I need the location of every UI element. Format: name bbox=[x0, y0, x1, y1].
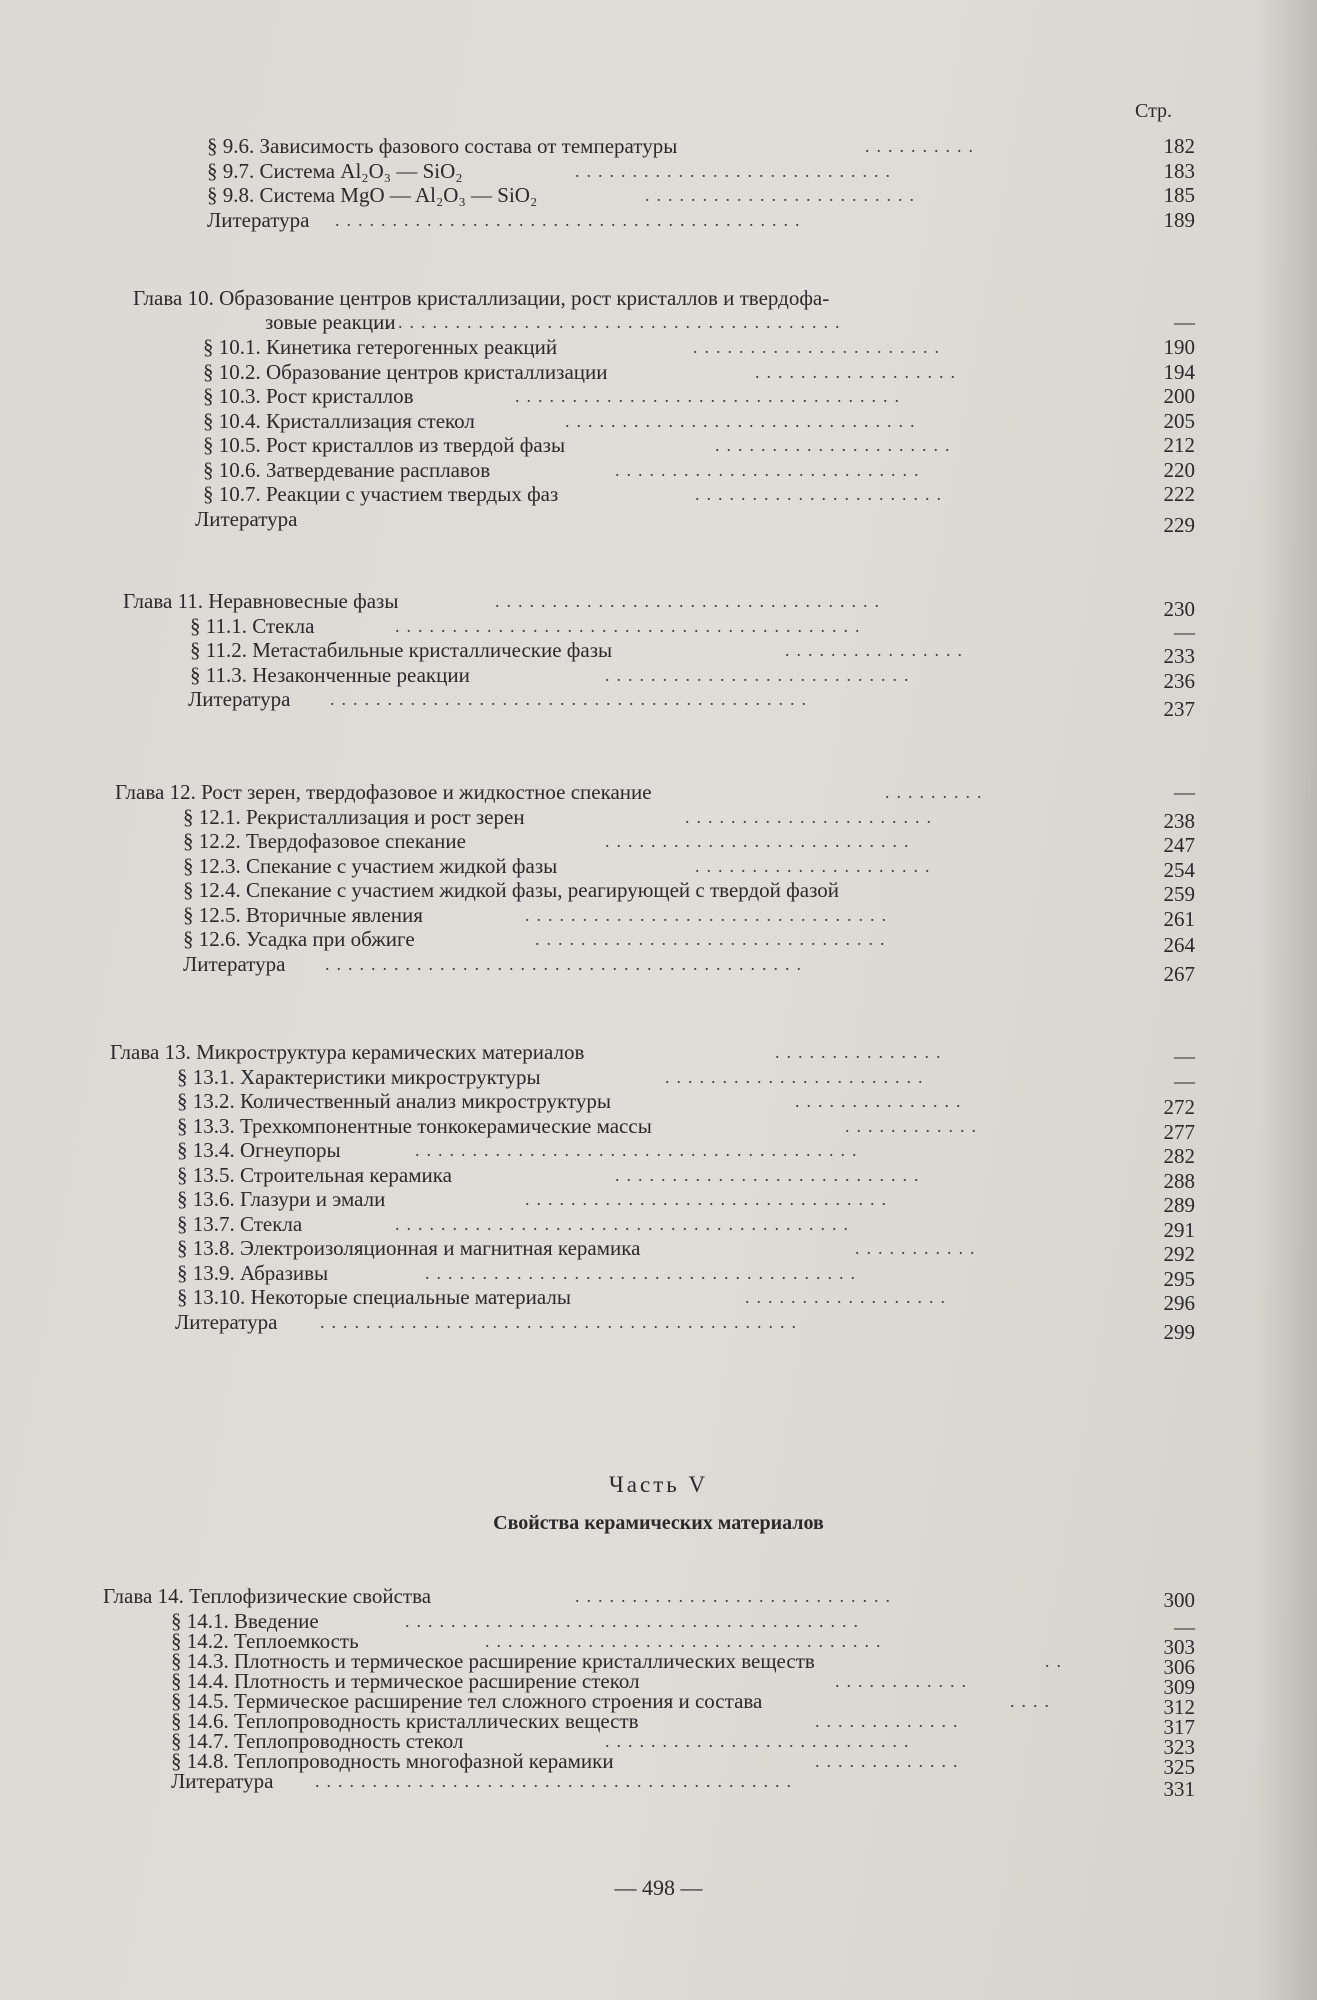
toc-entry-label: § 12.2. Твердофазовое спекание bbox=[183, 829, 466, 853]
toc-entry-label: § 14.7. Теплопроводность стекол bbox=[171, 1728, 464, 1753]
toc-row bbox=[75, 1608, 1195, 1639]
toc-entry-page: 325 bbox=[1163, 1754, 1195, 1779]
toc-entry-label: § 13.7. Стекла bbox=[177, 1211, 303, 1236]
toc-row bbox=[75, 335, 1195, 360]
toc-entry-page: 296 bbox=[1163, 1291, 1195, 1315]
toc-row bbox=[75, 458, 1195, 483]
toc-entry-label: § 14.4. Плотность и термическое расширение стекол bbox=[171, 1668, 640, 1693]
toc-row bbox=[75, 638, 1195, 668]
toc-entry-label: § 12.4. Спекание с участием жидкой фазы, реагирующей с твердой фазой bbox=[183, 878, 839, 902]
leader-dots: .................................. bbox=[495, 591, 886, 611]
chapter-title-text: Глава 13. Микроструктура керамических материалов bbox=[110, 1040, 585, 1064]
toc-row bbox=[75, 1285, 1195, 1315]
toc-entry-label: Литература bbox=[195, 506, 298, 531]
toc-row bbox=[75, 1728, 1195, 1759]
toc-row bbox=[75, 1064, 1195, 1093]
toc-row bbox=[75, 159, 1195, 184]
toc-row bbox=[75, 1089, 1195, 1119]
toc-entry-label: § 14.2. Теплоемкость bbox=[171, 1628, 359, 1653]
toc-row bbox=[75, 662, 1195, 693]
toc-entry-label: § 9.8. Система MgO — Al₂O₃ — SiO₂ bbox=[207, 183, 538, 207]
toc-row bbox=[75, 853, 1195, 882]
toc-entry-page: 317 bbox=[1163, 1714, 1195, 1739]
toc-chapter-10 bbox=[75, 286, 1195, 537]
chapter-page: 230 bbox=[1163, 597, 1195, 621]
chapter-page: — bbox=[1174, 780, 1195, 804]
leader-dots: ......................................... bbox=[395, 615, 867, 636]
toc-entry-label: § 12.1. Рекристаллизация и рост зерен bbox=[183, 804, 525, 829]
toc-entry-page: 236 bbox=[1163, 668, 1195, 693]
toc-entry-label: Литература bbox=[171, 1768, 274, 1793]
toc-entry-page: 254 bbox=[1163, 857, 1195, 882]
leader-dots: ................................ bbox=[525, 1189, 893, 1209]
toc-row bbox=[75, 878, 1195, 906]
leader-dots: ........................... bbox=[605, 1730, 916, 1751]
leader-dots: ...................... bbox=[685, 806, 938, 827]
leader-dots: ........................................ bbox=[395, 1213, 855, 1234]
toc-entry-label: § 12.3. Спекание с участием жидкой фазы bbox=[183, 853, 558, 878]
toc-entry-page: 272 bbox=[1163, 1095, 1195, 1119]
toc-entry-label: § 13.8. Электроизоляционная и магнитная керамика bbox=[177, 1236, 641, 1260]
toc-row bbox=[75, 1648, 1195, 1679]
leader-dots: .......................................... bbox=[320, 1311, 803, 1332]
toc-entry-page: 291 bbox=[1163, 1217, 1195, 1242]
toc-entry-page: 309 bbox=[1163, 1674, 1195, 1699]
toc-entry-label: § 14.5. Термическое расширение тел сложного строения и состава bbox=[171, 1688, 763, 1713]
leader-dots: .. bbox=[1045, 1650, 1068, 1671]
toc-entry-page: 229 bbox=[1163, 512, 1195, 537]
leader-dots: ................................ bbox=[525, 904, 893, 925]
leader-dots: ...................... bbox=[693, 337, 946, 357]
toc-entry-page: 183 bbox=[1163, 158, 1195, 183]
leader-dots: ..................... bbox=[695, 855, 937, 876]
toc-entry-label: § 10.2. Образование центров кристаллизации bbox=[203, 359, 608, 384]
toc-entry-page: 194 bbox=[1163, 359, 1195, 384]
leader-dots: ........................... bbox=[605, 831, 916, 851]
toc-entry-label: § 13.4. Огнеупоры bbox=[177, 1138, 341, 1162]
toc-entry-label: § 11.2. Метастабильные кристаллические фазы bbox=[190, 638, 613, 662]
leader-dots: ....................... bbox=[665, 1066, 930, 1087]
toc-entry-label: § 13.5. Строительная керамика bbox=[177, 1162, 452, 1187]
toc-entry-page: 220 bbox=[1163, 457, 1195, 482]
leader-dots: ....................................... bbox=[415, 1140, 864, 1160]
toc-chapter-13 bbox=[75, 1040, 1195, 1344]
chapter-title bbox=[75, 780, 1195, 805]
leader-dots: ........................... bbox=[615, 459, 926, 480]
toc-entry-label: § 11.3. Незаконченные реакции bbox=[190, 662, 470, 687]
toc-entry-page: — bbox=[1174, 1614, 1195, 1639]
leader-dots: ............... bbox=[775, 1042, 948, 1062]
toc-entry-page: 200 bbox=[1163, 384, 1195, 408]
toc-entry-label: § 13.2. Количественный анализ микроструктуры bbox=[177, 1089, 611, 1113]
leader-dots: ............................... bbox=[565, 410, 922, 431]
toc-entry-label: Литература bbox=[175, 1309, 278, 1334]
toc-entry-page: 238 bbox=[1163, 808, 1195, 833]
leader-dots: ............................... bbox=[535, 929, 892, 949]
toc-row bbox=[75, 613, 1195, 644]
chapter-title bbox=[75, 589, 1195, 621]
toc-row bbox=[75, 951, 1195, 986]
toc-row bbox=[75, 1708, 1195, 1739]
leader-dots: ........................... bbox=[605, 664, 916, 685]
toc-row bbox=[75, 360, 1195, 385]
toc-entry-label: § 10.6. Затвердевание расплавов bbox=[203, 457, 491, 482]
chapter-title-line1: Глава 10. Образование центров кристаллизации, рост кристаллов и твердофа- bbox=[133, 286, 830, 310]
toc-entry-page: 303 bbox=[1163, 1634, 1195, 1659]
toc-entry-label: Литература bbox=[207, 207, 310, 232]
toc-row bbox=[75, 134, 1195, 159]
leader-dots: ......................................... bbox=[335, 209, 807, 230]
toc-entry-page: 247 bbox=[1163, 833, 1195, 857]
toc-entry-page: 233 bbox=[1163, 644, 1195, 668]
toc-row bbox=[75, 1688, 1195, 1719]
toc-chapter-14 bbox=[75, 1584, 1195, 1801]
leader-dots: ............. bbox=[815, 1710, 965, 1731]
toc-entry-label: § 13.1. Характеристики микроструктуры bbox=[177, 1064, 541, 1089]
toc-entry-page: 323 bbox=[1163, 1734, 1195, 1759]
toc-entry-label: § 10.7. Реакции с участием твердых фаз bbox=[203, 482, 559, 506]
toc-entry-label: § 9.6. Зависимость фазового состава от температуры bbox=[207, 134, 678, 158]
toc-row bbox=[75, 506, 1195, 537]
toc-entry-page: 212 bbox=[1163, 433, 1195, 457]
toc-row bbox=[75, 409, 1195, 434]
toc-entry-label: § 13.3. Трехкомпонентные тонкокерамические массы bbox=[177, 1113, 652, 1138]
chapter-title-text: Глава 12. Рост зерен, твердофазовое и жидкостное спекание bbox=[115, 780, 652, 804]
toc-row bbox=[75, 1187, 1195, 1217]
leader-dots: ............................ bbox=[575, 1586, 897, 1606]
toc-entry-label: § 12.5. Вторичные явления bbox=[183, 902, 423, 927]
leader-dots: ........................... bbox=[615, 1164, 926, 1185]
toc-row bbox=[75, 183, 1195, 208]
toc-row bbox=[75, 1211, 1195, 1242]
toc-entry-page: 312 bbox=[1163, 1694, 1195, 1719]
toc-row bbox=[75, 1236, 1195, 1266]
toc-row bbox=[75, 1768, 1195, 1801]
toc-entry-label: § 12.6. Усадка при обжиге bbox=[183, 927, 415, 951]
toc-entry-label: § 10.5. Рост кристаллов из твердой фазы bbox=[203, 433, 566, 457]
leader-dots: ......................................... bbox=[375, 312, 847, 332]
toc-entry-label: § 14.6. Теплопроводность кристаллических веществ bbox=[171, 1708, 639, 1733]
toc-entry-page: 261 bbox=[1163, 906, 1195, 931]
toc-entry-page: 277 bbox=[1163, 1119, 1195, 1144]
toc-row bbox=[75, 804, 1195, 833]
leader-dots: ........................ bbox=[645, 185, 921, 205]
chapter-title bbox=[75, 286, 1195, 335]
toc-entry-page: 288 bbox=[1163, 1168, 1195, 1193]
toc-row bbox=[75, 1260, 1195, 1291]
toc-entry-page: 292 bbox=[1163, 1242, 1195, 1266]
toc-entry-page: 282 bbox=[1163, 1144, 1195, 1168]
toc-entry-label: § 9.7. Система Al₂O₃ — SiO₂ bbox=[207, 158, 463, 183]
leader-dots: ..................... bbox=[715, 435, 957, 455]
page-column-header: Стр. bbox=[1135, 100, 1173, 122]
toc-entry-page: 331 bbox=[1163, 1776, 1195, 1801]
leader-dots: ............ bbox=[845, 1115, 983, 1136]
toc-entry-page: 222 bbox=[1163, 482, 1195, 506]
toc-row bbox=[75, 482, 1195, 507]
leader-dots: ............. bbox=[815, 1750, 965, 1771]
toc-entry-label: § 10.3. Рост кристаллов bbox=[203, 384, 414, 408]
toc-row bbox=[75, 384, 1195, 409]
leader-dots: .......................................... bbox=[330, 689, 813, 709]
toc-entry-label: § 14.3. Плотность и термическое расширение кристаллических веществ bbox=[171, 1648, 815, 1673]
toc-row bbox=[75, 433, 1195, 458]
toc-entry-page: — bbox=[1174, 1068, 1195, 1093]
toc-chapter-11 bbox=[75, 589, 1195, 721]
toc-entry-page: 190 bbox=[1163, 335, 1195, 359]
toc-entry-label: § 13.6. Глазури и эмали bbox=[177, 1187, 386, 1211]
toc-row bbox=[75, 1748, 1195, 1779]
toc-row bbox=[75, 902, 1195, 931]
toc-entry-label: § 14.8. Теплопроводность многофазной керамики bbox=[171, 1748, 614, 1773]
chapter-title-line2: зовые реакции bbox=[265, 310, 396, 334]
toc-row bbox=[75, 1113, 1195, 1144]
toc-entry-page: 295 bbox=[1163, 1266, 1195, 1291]
toc-entry-label: Литература bbox=[188, 687, 291, 711]
leader-dots: ................ bbox=[785, 640, 969, 660]
toc-entry-page: 237 bbox=[1163, 697, 1195, 721]
leader-dots: ...................... bbox=[695, 484, 948, 504]
toc-entry-page: 306 bbox=[1163, 1654, 1195, 1679]
toc-entry-page: 185 bbox=[1163, 183, 1195, 207]
toc-entry-label: § 10.4. Кристаллизация стекол bbox=[203, 408, 475, 433]
leader-dots: .......... bbox=[865, 136, 980, 156]
toc-row bbox=[75, 927, 1195, 957]
toc-row bbox=[75, 1668, 1195, 1699]
toc-entry-label: § 13.9. Абразивы bbox=[177, 1260, 329, 1285]
toc-entry-label: Литература bbox=[183, 951, 286, 976]
toc-row bbox=[75, 1628, 1195, 1659]
toc-entry-page: 289 bbox=[1163, 1193, 1195, 1217]
chapter-page: — bbox=[1174, 1044, 1195, 1068]
toc-entry-page: — bbox=[1174, 619, 1195, 644]
part-label: Часть V bbox=[608, 1472, 709, 1497]
leader-dots: ............................ bbox=[575, 160, 897, 181]
part-title: Свойства керамических материалов bbox=[493, 1512, 824, 1534]
toc-entry-page: 259 bbox=[1163, 882, 1195, 906]
chapter-page: — bbox=[1174, 310, 1195, 334]
chapter-page: 300 bbox=[1163, 1588, 1195, 1612]
leader-dots: .................. bbox=[745, 1287, 952, 1307]
leader-dots: ...................................... bbox=[425, 1262, 862, 1283]
toc-row bbox=[75, 829, 1195, 857]
toc-entry-label: § 14.1. Введение bbox=[171, 1608, 319, 1633]
toc-chapter-12 bbox=[75, 780, 1195, 986]
chapter-title-text: Глава 11. Неравновесные фазы bbox=[123, 589, 399, 613]
leader-dots: .......................................... bbox=[325, 953, 808, 974]
leader-dots: ............ bbox=[835, 1670, 973, 1691]
toc-row bbox=[75, 208, 1195, 233]
leader-dots: .................................. bbox=[515, 386, 906, 406]
leader-dots: ........................................ bbox=[405, 1610, 865, 1631]
toc-entry-label: § 13.10. Некоторые специальные материалы bbox=[177, 1285, 572, 1309]
leader-dots: ................................... bbox=[485, 1630, 888, 1651]
chapter-title bbox=[75, 1584, 1195, 1612]
leader-dots: ........... bbox=[855, 1238, 982, 1258]
leader-dots: .......................................... bbox=[315, 1770, 798, 1791]
leader-dots: .................. bbox=[755, 361, 962, 382]
toc-entry-page: 299 bbox=[1163, 1319, 1195, 1344]
toc-entry-page: 267 bbox=[1163, 961, 1195, 986]
toc-row bbox=[75, 1138, 1195, 1168]
toc-row bbox=[75, 687, 1195, 721]
toc-entry-label: § 11.1. Стекла bbox=[190, 613, 315, 638]
chapter-title bbox=[75, 1040, 1195, 1068]
leader-dots: ............... bbox=[795, 1091, 968, 1111]
leader-dots: .... bbox=[1010, 1690, 1056, 1711]
toc-entry-page: 264 bbox=[1163, 933, 1195, 957]
toc-row bbox=[75, 1162, 1195, 1193]
toc-entry-page: 189 bbox=[1163, 207, 1195, 232]
page-number: — 498 — bbox=[614, 1875, 703, 1900]
leader-dots: ......... bbox=[885, 782, 989, 802]
chapter-title-text: Глава 14. Теплофизические свойства bbox=[103, 1584, 432, 1608]
toc-entry-label: § 10.1. Кинетика гетерогенных реакций bbox=[203, 335, 558, 359]
toc-block-chapter9 bbox=[75, 134, 1195, 232]
toc-row bbox=[75, 1309, 1195, 1344]
toc-entry-page: 205 bbox=[1163, 408, 1195, 433]
toc-entry-page: 182 bbox=[1163, 134, 1195, 158]
